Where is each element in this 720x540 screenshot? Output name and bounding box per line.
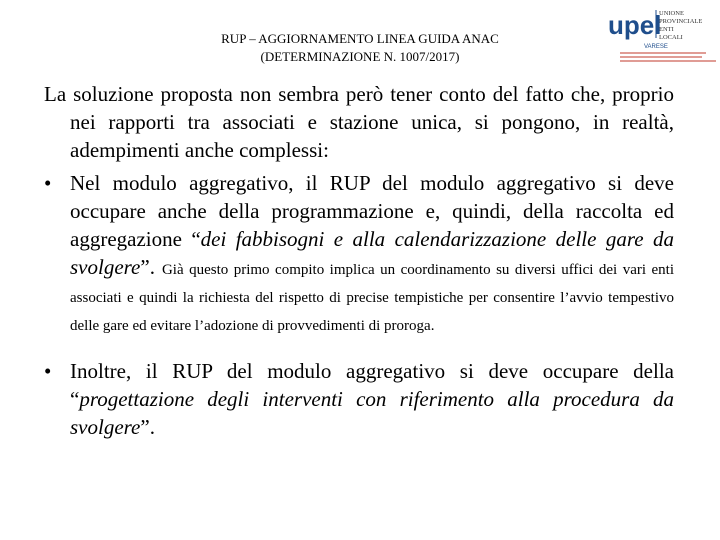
bullet-1-italic: dei fabbisogni e alla calendarizzazione delle gare da svolgere	[70, 227, 674, 279]
logo-city: VARESE	[644, 44, 668, 50]
logo-line-4: LOCALI	[659, 34, 683, 41]
logo-line-3: ENTI	[659, 26, 674, 33]
title-line-2: (DETERMINAZIONE N. 1007/2017)	[260, 49, 460, 64]
bullet-1-text	[70, 169, 674, 337]
bullet-dot: •	[44, 171, 52, 195]
bullet-2-italic: progettazione degli interventi con riferimento alla procedura da svolgere	[70, 387, 674, 439]
bullet-item-1	[44, 169, 674, 337]
bullet-2-text-b: ”.	[140, 415, 155, 439]
slide-body	[44, 80, 674, 441]
bullet-1-small-text: Già questo primo compito implica un coordinamento su diversi uffici dei vari enti associati e quindi la richiesta del rispetto di precise tempistiche per consentire l’avvio tempestivo delle gare ed evitare l’adozione di provvedimenti di proroga.	[70, 262, 675, 334]
bullet-dot: •	[44, 359, 52, 383]
intro-paragraph: La soluzione proposta non sembra però tener conto del fatto che, proprio nei rapporti tra associati e stazione unica, si pongono, in realtà, adempimenti anche complessi:	[44, 82, 674, 162]
bullet-2-text	[70, 357, 674, 441]
bullet-item-2	[44, 357, 674, 441]
bullet-2-text-a: Inoltre, il RUP del modulo aggregativo si deve occupare della “	[70, 359, 674, 411]
logo-line-1: UNIONE	[659, 10, 684, 17]
upel-logo	[606, 4, 718, 66]
logo-line-2: PROVINCIALE	[659, 18, 703, 25]
page-title	[150, 30, 570, 66]
bullet-1-text-b: ”.	[140, 255, 162, 279]
bullet-1-text-a: Nel modulo aggregativo, il RUP del modulo aggregativo si deve occupare anche della programmazione e, quindi, della raccolta ed aggregazione “	[70, 171, 674, 251]
title-line-1: RUP – AGGIORNAMENTO LINEA GUIDA ANAC	[221, 31, 499, 46]
logo-brand: upel	[608, 10, 662, 40]
